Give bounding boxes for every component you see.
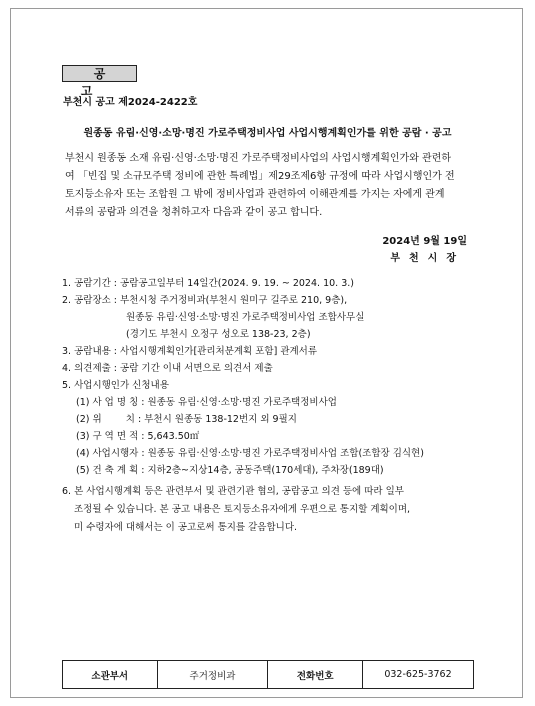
notice-number: 부천시 공고 제2024-2422호 bbox=[63, 97, 198, 108]
issuer-name: 부천시장 bbox=[390, 253, 465, 264]
list-item: 5. 사업시행인가 신청내용 bbox=[62, 380, 169, 391]
intro-line: 여 「빈집 및 소규모주택 정비에 관한 특례법」제29조제6항 규정에 따라 사업시행인가 전 bbox=[65, 171, 455, 182]
item-list bbox=[62, 275, 492, 479]
dept-label: 소관부서 bbox=[63, 661, 158, 689]
dept-value: 주거정비과 bbox=[157, 661, 268, 689]
phone-label: 전화번호 bbox=[268, 661, 363, 689]
list-item: (1) 사 업 명 칭 : 원종동 유림·신영·소망·명진 가로주택정비사업 bbox=[76, 397, 337, 408]
document-title: 원종동 유림·신영·소망·명진 가로주택정비사업 사업시행계획인가를 위한 공람 · 공고 bbox=[83, 128, 452, 139]
list-item: 1. 공람기간 : 공람공고일부터 14일간(2024. 9. 19. ~ 2024. 10. 3.) bbox=[62, 278, 354, 289]
list-item: (2) 위 치 : 부천시 원종동 138-12번지 외 9필지 bbox=[76, 414, 297, 425]
list-item: 3. 공람내용 : 사업시행계획인가[관리처분계획 포함] 관계서류 bbox=[62, 346, 318, 357]
list-item: 2. 공람장소 : 부천시청 주거정비과(부천시 원미구 길주로 210, 9층), bbox=[62, 295, 348, 306]
list-item: (3) 구 역 면 적 : 5,643.50㎡ bbox=[76, 431, 200, 442]
list-item: (경기도 부천시 오정구 성오로 138-23, 2층) bbox=[126, 329, 311, 340]
phone-value: 032-625-3762 bbox=[363, 661, 474, 689]
contact-table bbox=[62, 660, 474, 689]
notice-date: 2024년 9월 19일 bbox=[382, 236, 467, 247]
list-item: (4) 사업시행자 : 원종동 유림·신영·소망·명진 가로주택정비사업 조합(조합장 김식현) bbox=[76, 448, 424, 459]
notice-stamp: 공고 bbox=[62, 65, 137, 82]
note-line: 미 수령자에 대해서는 이 공고로써 통지를 갈음합니다. bbox=[74, 522, 298, 533]
note-line: 6. 본 사업시행계획 등은 관련부서 및 관련기관 협의, 공람공고 의견 등에 따라 일부 bbox=[62, 486, 404, 497]
list-item: 4. 의견제출 : 공람 기간 이내 서면으로 의견서 제출 bbox=[62, 363, 273, 374]
list-item: (5) 건 축 계 획 : 지하2층~지상14층, 공동주택(170세대), 주차장(189대) bbox=[76, 465, 384, 476]
list-item: 원종동 유림·신영·소망·명진 가로주택정비사업 조합사무실 bbox=[126, 312, 365, 323]
note-line: 조정될 수 있습니다. 본 공고 내용은 토지등소유자에게 우편으로 통지할 계획이며, bbox=[74, 504, 411, 515]
intro-paragraph bbox=[62, 150, 482, 222]
intro-line: 토지등소유자 또는 조합원 그 밖에 정비사업과 관련하여 이해관계를 가지는 자에게 관계 bbox=[65, 189, 445, 200]
intro-line: 부천시 원종동 소재 유림·신영·소망·명진 가로주택정비사업의 사업시행계획인가와 관련하 bbox=[65, 153, 452, 164]
note-paragraph bbox=[62, 483, 482, 537]
intro-line: 서류의 공람과 의견을 청취하고자 다음과 같이 공고 합니다. bbox=[65, 207, 323, 218]
